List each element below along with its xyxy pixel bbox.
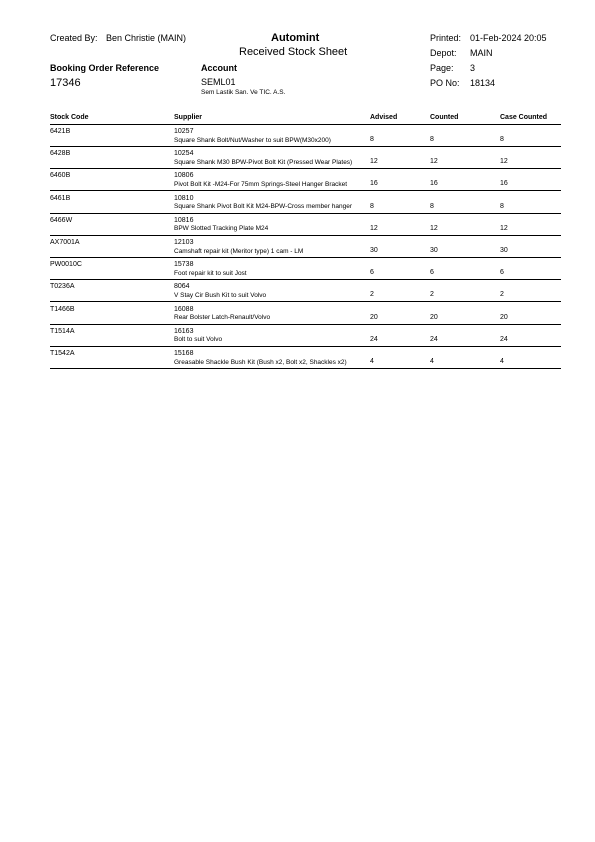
po-value: 18134 [470,78,496,88]
supplier-cell: 15168 [174,350,194,357]
advised-cell: 24 [370,335,378,343]
row-divider [50,213,561,214]
stock-code-cell: 6421B [50,128,71,135]
row-divider [50,324,561,325]
counted-cell: 12 [430,158,438,166]
case-counted-cell: 6 [500,269,504,277]
description-cell: Pivot Bolt Kit -M24-For 75mm Springs-Steel Hanger Bracket [174,180,348,188]
counted-cell: 8 [430,202,434,210]
booking-ref-label: Booking Order Reference [50,63,160,73]
case-counted-cell: 8 [500,136,504,143]
description-cell: BPW Slotted Tracking Plate M24 [174,225,269,233]
booking-ref-value: 17346 [50,77,81,89]
page-label: Page: [430,63,454,73]
counted-cell: 20 [430,313,438,321]
supplier-cell: 10816 [174,216,194,224]
case-counted-cell: 30 [500,247,508,254]
account-name: Sem Lastik San. Ve TIC. A.S. [201,89,286,96]
depot-value: MAIN [470,48,493,58]
col-supplier: Supplier [174,114,203,121]
advised-cell: 6 [370,269,374,277]
description-cell: V Stay Cir Bush Kit to suit Volvo [174,291,267,299]
counted-cell: 12 [430,224,438,232]
case-counted-cell: 2 [500,291,504,299]
case-counted-cell: 8 [500,202,504,210]
counted-cell: 24 [430,335,438,343]
counted-cell: 30 [430,247,438,254]
advised-cell: 16 [370,180,378,188]
account-label: Account [201,63,237,73]
supplier-cell: 8064 [174,283,190,291]
row-divider [50,301,561,302]
row-divider [50,257,561,258]
col-case-counted: Case Counted [500,114,548,121]
created-by-value: Ben Christie (MAIN) [106,33,187,43]
stock-code-cell: 6428B [50,150,71,158]
supplier-cell: 10806 [174,172,194,180]
sheet-title: Received Stock Sheet [239,46,348,58]
supplier-cell: 16163 [174,327,194,335]
case-counted-cell: 16 [500,180,508,188]
stock-code-cell: 6461B [50,194,71,202]
row-divider [50,346,561,347]
description-cell: Rear Bolster Latch-Renault/Volvo [174,314,271,322]
case-counted-cell: 4 [500,358,504,365]
advised-cell: 8 [370,136,374,143]
header-divider [50,124,561,125]
company-name: Automint [271,32,320,44]
description-cell: Square Shank Bolt/Nut/Washer to suit BPW(M30x200) [174,136,331,144]
description-cell: Square Shank M30 BPW-Pivot Bolt Kit (Pressed Wear Plates) [174,158,353,166]
supplier-cell: 10254 [174,150,194,158]
description-cell: Bolt to suit Volvo [174,336,223,344]
page-value: 3 [470,63,476,73]
po-label: PO No: [430,78,460,88]
col-advised: Advised [370,114,398,121]
stock-code-cell: T0236A [50,283,75,291]
row-divider [50,368,561,369]
supplier-cell: 10810 [174,194,194,202]
created-by-label: Created By: [50,33,98,43]
supplier-cell: 10257 [174,128,194,135]
counted-cell: 4 [430,358,434,365]
col-counted: Counted [430,114,459,121]
stock-code-cell: AX7001A [50,239,80,246]
case-counted-cell: 12 [500,158,508,166]
counted-cell: 2 [430,291,434,299]
advised-cell: 20 [370,313,378,321]
advised-cell: 2 [370,291,374,299]
counted-cell: 16 [430,180,438,188]
stock-code-cell: 6466W [50,216,73,224]
row-divider [50,168,561,169]
advised-cell: 12 [370,224,378,232]
supplier-cell: 16088 [174,305,194,313]
advised-cell: 12 [370,158,378,166]
counted-cell: 6 [430,269,434,277]
case-counted-cell: 24 [500,335,508,343]
advised-cell: 30 [370,247,378,254]
advised-cell: 8 [370,202,374,210]
description-cell: Foot repair kit to suit Jost [174,269,247,277]
stock-code-cell: T1514A [50,327,75,335]
stock-code-cell: PW0010C [50,261,82,269]
row-divider [50,146,561,147]
description-cell: Square Shank Pivot Bolt Kit M24-BPW-Cross member hanger [174,203,352,211]
description-cell: Camshaft repair kit (Meritor type) 1 cam - LM [174,247,304,255]
stock-code-cell: T1466B [50,305,75,313]
stock-code-cell: 6460B [50,172,71,180]
case-counted-cell: 12 [500,224,508,232]
counted-cell: 8 [430,136,434,143]
row-divider [50,190,561,191]
printed-label: Printed: [430,33,462,43]
printed-value: 01-Feb-2024 20:05 [470,33,547,43]
row-divider [50,279,561,280]
supplier-cell: 12103 [174,239,194,246]
supplier-cell: 15738 [174,261,194,269]
row-divider [50,235,561,236]
case-counted-cell: 20 [500,313,508,321]
depot-label: Depot: [430,48,457,58]
stock-code-cell: T1542A [50,350,75,357]
account-code: SEML01 [201,77,236,87]
description-cell: Greasable Shackle Bush Kit (Bush x2, Bolt x2, Shackles x2) [174,358,347,366]
advised-cell: 4 [370,358,374,365]
col-stock-code: Stock Code [50,114,89,121]
